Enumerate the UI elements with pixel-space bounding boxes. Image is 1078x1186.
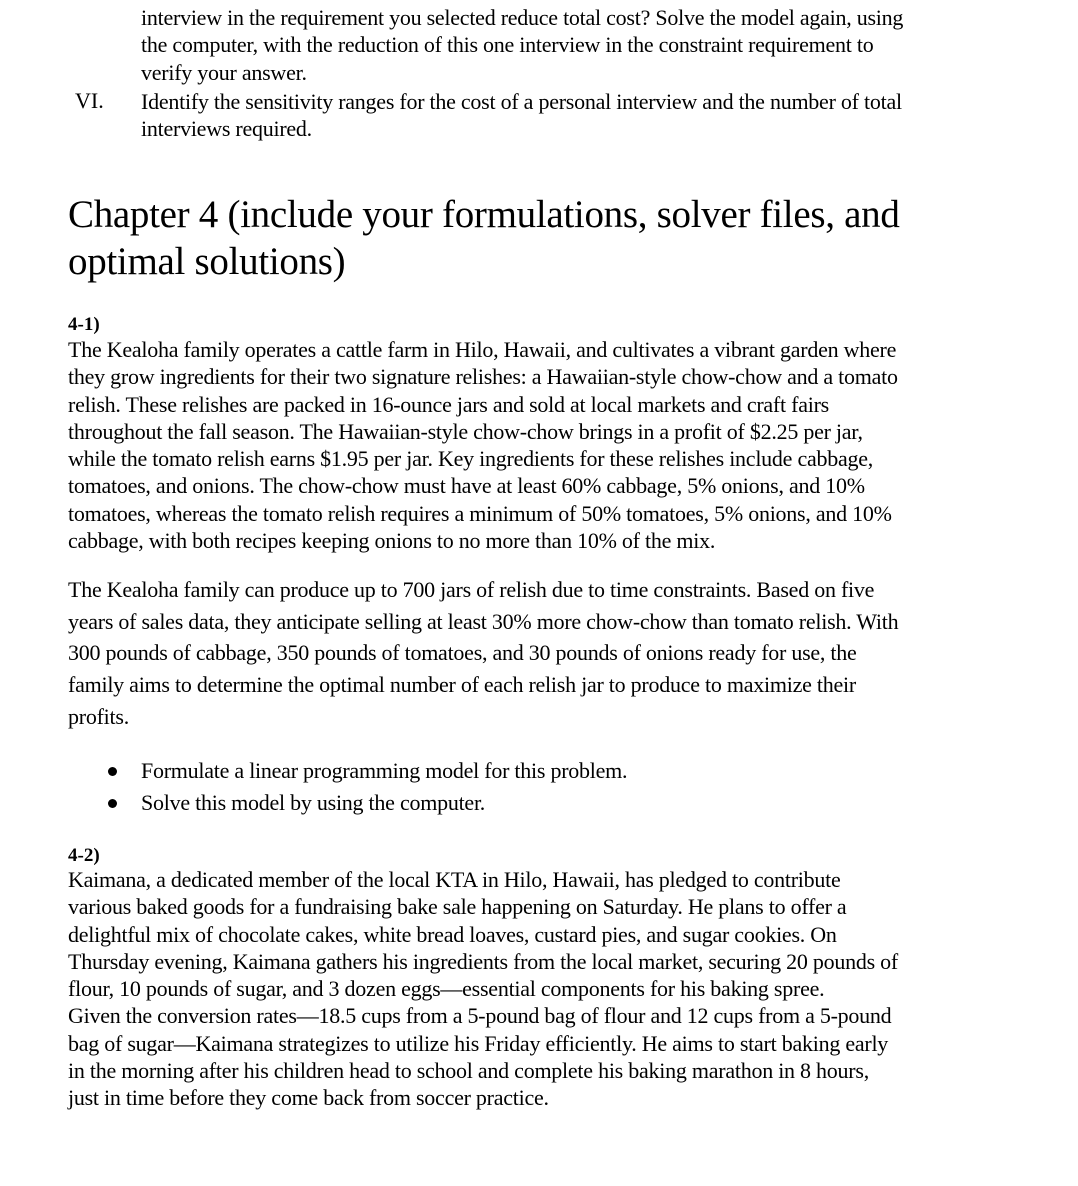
text-line: interviews required. <box>141 116 312 142</box>
problem-4-1-paragraph-1 <box>68 336 898 554</box>
text-line: various baked goods for a fundraising bake sale happening on Saturday. He plans to offer a <box>68 894 847 920</box>
item-vi-numeral: VI. <box>75 88 104 113</box>
text-line: in the morning after his children head to school and complete his baking marathon in 8 hours, <box>68 1058 869 1084</box>
chapter-heading <box>68 191 900 285</box>
text-line: relish. These relishes are packed in 16-ounce jars and sold at local markets and craft fairs <box>68 391 829 417</box>
bullet-item <box>141 755 627 787</box>
text-line: Kaimana, a dedicated member of the local KTA in Hilo, Hawaii, has pledged to contribute <box>68 867 841 892</box>
heading-line: optimal solutions) <box>68 240 346 283</box>
text-line: interview in the requirement you selected reduce total cost? Solve the model again, using <box>141 5 904 30</box>
problem-4-1-label: 4-1) <box>68 314 100 335</box>
text-line: family aims to determine the optimal number of each relish jar to produce to maximize their <box>68 672 856 698</box>
text-line: the computer, with the reduction of this one interview in the constraint requirement to <box>141 32 874 58</box>
text-line: Thursday evening, Kaimana gathers his ingredients from the local market, securing 20 pounds of <box>68 948 898 974</box>
text-line: verify your answer. <box>141 59 307 85</box>
text-line: flour, 10 pounds of sugar, and 3 dozen eggs—essential components for his baking spree. <box>68 976 825 1002</box>
problem-4-2-paragraph <box>68 866 898 1112</box>
text-line: bag of sugar—Kaimana strategizes to utilize his Friday efficiently. He aims to start baking early <box>68 1030 889 1056</box>
problem-4-1-paragraph-2 <box>68 574 898 732</box>
text-line: profits. <box>68 703 129 729</box>
text-line: delightful mix of chocolate cakes, white bread loaves, custard pies, and sugar cookies. On <box>68 921 837 947</box>
text-line: just in time before they come back from soccer practice. <box>68 1085 549 1111</box>
text-line: tomatoes, whereas the tomato relish requires a minimum of 50% tomatoes, 5% onions, and 10% <box>68 500 892 526</box>
text-line: while the tomato relish earns $1.95 per jar. Key ingredients for these relishes include cabbage, <box>68 446 874 472</box>
problem-4-2-label: 4-2) <box>68 845 100 866</box>
text-line: Identify the sensitivity ranges for the cost of a personal interview and the number of total <box>141 89 902 114</box>
text-line: Given the conversion rates—18.5 cups from a 5-pound bag of flour and 12 cups from a 5-pound <box>68 1003 892 1029</box>
bullet-text: Solve this model by using the computer. <box>141 790 486 815</box>
continuation-text <box>141 4 903 86</box>
text-line: throughout the fall season. The Hawaiian-style chow-chow brings in a profit of $2.25 per jar, <box>68 418 863 444</box>
text-line: The Kealoha family operates a cattle farm in Hilo, Hawaii, and cultivates a vibrant garden where <box>68 337 897 362</box>
text-line: 300 pounds of cabbage, 350 pounds of tomatoes, and 30 pounds of onions ready for use, the <box>68 640 857 666</box>
heading-line: Chapter 4 (include your formulations, solver files, and <box>68 193 900 236</box>
bullet-text: Formulate a linear programming model for this problem. <box>141 758 628 783</box>
item-vi-text <box>141 88 902 143</box>
bullet-item <box>141 787 485 819</box>
bullet-icon <box>108 767 117 776</box>
bullet-icon <box>108 799 117 808</box>
text-line: tomatoes, and onions. The chow-chow must have at least 60% cabbage, 5% onions, and 10% <box>68 473 865 499</box>
text-line: The Kealoha family can produce up to 700 jars of relish due to time constraints. Based on five <box>68 577 875 602</box>
text-line: they grow ingredients for their two signature relishes: a Hawaiian-style chow-chow and a tomato <box>68 364 898 390</box>
text-line: years of sales data, they anticipate selling at least 30% more chow-chow than tomato relish. With <box>68 608 899 634</box>
text-line: cabbage, with both recipes keeping onions to no more than 10% of the mix. <box>68 528 716 554</box>
